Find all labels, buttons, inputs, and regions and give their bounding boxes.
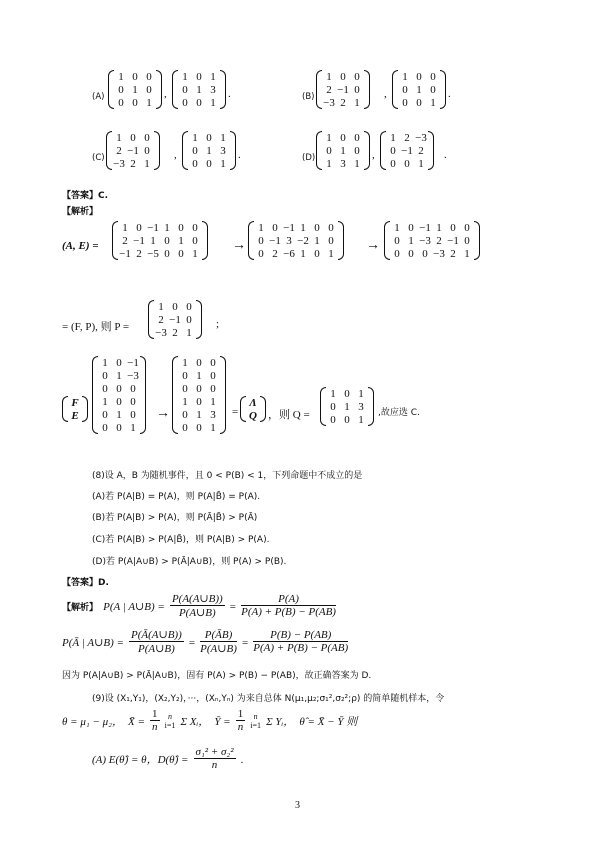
ae-m2-cell: 0 — [314, 247, 320, 260]
option-b-m1-cell: 0 — [340, 70, 346, 83]
answer-d: 【答案】D. — [62, 578, 109, 588]
option-d-m2-cell: 2 — [404, 131, 410, 144]
option-b-m1-cell: 2 — [340, 96, 346, 109]
fe-m2-cell: 1 — [196, 369, 202, 382]
option-a-m2-cell: 0 — [182, 83, 188, 96]
fe-bottom: E — [71, 409, 79, 422]
p-matrix-cell: 2 — [158, 313, 164, 326]
option-d-m1-cell: 1 — [340, 144, 346, 157]
a3-frac-2 — [200, 629, 237, 655]
a3-f2-num: P(ĀB) — [200, 629, 237, 642]
option-c-m2-cell: 0 — [206, 157, 212, 170]
option-a-m2-cell: 0 — [182, 96, 188, 109]
option-d-m2-cell: 1 — [390, 131, 396, 144]
a3-f3-num: P(B) − P(AB) — [253, 629, 348, 642]
fe-m1-cell: 1 — [116, 369, 122, 382]
fe-m1-cell: 1 — [116, 408, 122, 421]
ae-m2-cell: 1 — [314, 234, 320, 247]
option-d-label: (D) — [302, 153, 316, 163]
ae-m2-cell: 1 — [258, 221, 264, 234]
option-d-matrix-2 — [380, 131, 434, 170]
analysis-heading: 【解析】 — [62, 207, 99, 217]
ae-m1-cell: −1 — [119, 247, 131, 260]
fe-m2-cell: 0 — [196, 395, 202, 408]
ae-m2-cell: 0 — [272, 221, 278, 234]
q8-option-d: (D)若 P(A|A∪B) > P(Ā|A∪B)，则 P(A) > P(B). — [92, 557, 287, 567]
p-matrix — [148, 300, 202, 339]
q-matrix-cell: 1 — [344, 400, 350, 413]
fe-m1-cell: 0 — [130, 408, 136, 421]
fe-m1-cell: 1 — [102, 395, 108, 408]
ae-m3-cell: 2 — [436, 234, 442, 247]
fe-m2-cell: 0 — [196, 356, 202, 369]
option-a-m1-cell: 1 — [146, 96, 152, 109]
q9-opta-pre: (A) E(θ̂) = θ，D(θ̂) = — [92, 754, 189, 766]
option-a-m1-cell: 0 — [146, 83, 152, 96]
a3-f2-den: P(A∪B) — [200, 642, 237, 655]
option-c-label: (C) — [92, 153, 105, 163]
a3-f1-num: P(Ā(A∪B)) — [131, 629, 182, 641]
p-matrix-cell: −1 — [169, 313, 181, 326]
fe-m2-cell: 0 — [182, 369, 188, 382]
ae-m1-cell: 1 — [192, 247, 198, 260]
option-b-m2-cell: 1 — [402, 70, 408, 83]
ae-m1-cell: 1 — [122, 221, 128, 234]
fe-matrix-2 — [172, 356, 226, 434]
fe-m2-cell: 0 — [182, 408, 188, 421]
option-c-m2-cell: 1 — [220, 131, 226, 144]
option-d-m1-cell: 0 — [326, 144, 332, 157]
fe-m1-cell: 0 — [102, 408, 108, 421]
q-matrix-cell: 1 — [358, 413, 364, 426]
option-c-m2-cell: 0 — [192, 144, 198, 157]
fe-m2-cell: 0 — [196, 421, 202, 434]
option-d-m2-cell: 0 — [390, 157, 396, 170]
period: . — [228, 88, 231, 100]
lq-vector — [240, 396, 266, 422]
separator: , — [164, 88, 167, 100]
option-a-m2-cell: 0 — [196, 70, 202, 83]
ae-m2-cell: 2 — [272, 247, 278, 260]
fe-m2-cell: 1 — [210, 395, 216, 408]
fe-m2-cell: 0 — [210, 356, 216, 369]
ae-m3-cell: 0 — [450, 221, 456, 234]
q8-stem: (8)设 A，B 为随机事件，且 0 < P(B) < 1，下列命题中不成立的是 — [92, 471, 363, 481]
q9-sum-top-y: n — [253, 711, 258, 721]
q9-hat: θ̂ = X̄ − Ȳ 则 — [299, 716, 358, 728]
arrow-icon: → — [156, 406, 170, 421]
fe-m2-cell: 0 — [182, 382, 188, 395]
ae-m2-cell: 0 — [258, 234, 264, 247]
ae-m2-cell: 1 — [300, 247, 306, 260]
a2-frac-1 — [170, 592, 225, 619]
option-b-m2-cell: 0 — [416, 70, 422, 83]
option-d-m1-cell: 0 — [354, 131, 360, 144]
q9-sum-x: Σ Xᵢ， — [180, 716, 210, 728]
fe-matrix-1 — [92, 356, 146, 434]
option-a-m1-cell: 0 — [132, 96, 138, 109]
fe-m1-cell: 0 — [102, 369, 108, 382]
separator: , — [372, 149, 375, 161]
fe-m2-cell: 0 — [210, 382, 216, 395]
ae-label: (A, E) = — [62, 240, 99, 252]
p-matrix-cell: 0 — [172, 300, 178, 313]
option-a-matrix-1 — [108, 70, 162, 109]
option-b-m1-cell: 2 — [326, 83, 332, 96]
option-c-m1-cell: −1 — [127, 144, 139, 157]
ae-m3-cell: 0 — [408, 221, 414, 234]
ae-m1-cell: 2 — [122, 234, 128, 247]
ae-matrix-1 — [112, 221, 208, 260]
ae-m2-cell: 0 — [328, 234, 334, 247]
option-d-m1-cell: 0 — [340, 131, 346, 144]
arrow-icon: → — [232, 238, 246, 253]
q-matrix — [320, 387, 374, 426]
equals: = — [232, 406, 239, 418]
ae-matrix-2 — [248, 221, 344, 260]
ae-m3-cell: 1 — [436, 221, 442, 234]
q9-sum-top: n — [168, 711, 172, 721]
ae-m1-cell: 0 — [136, 221, 142, 234]
option-a-m2-cell: 1 — [196, 83, 202, 96]
ae-m2-cell: 1 — [328, 247, 334, 260]
option-a-m2-cell: 3 — [210, 83, 216, 96]
a2-frac-2 — [241, 593, 336, 618]
q-matrix-cell: 3 — [358, 400, 364, 413]
q9-xbar: X̄ = — [128, 716, 145, 728]
fe-m1-cell: 0 — [130, 395, 136, 408]
p-matrix-cell: 0 — [186, 313, 192, 326]
fe-m1-cell: 0 — [102, 421, 108, 434]
option-a-m2-cell: 1 — [182, 70, 188, 83]
option-b-m2-cell: 0 — [430, 70, 436, 83]
ae-m3-cell: 0 — [464, 221, 470, 234]
option-a-m2-cell: 1 — [210, 70, 216, 83]
q9-option-a: (A) E(θ̂) = θ，D(θ̂) = $\frac{\text{σ₁² + σ₂²}}{n}$ . — [92, 746, 244, 771]
option-c-m2-cell: 0 — [192, 157, 198, 170]
fe-m2-cell: 1 — [182, 356, 188, 369]
period: . — [238, 149, 241, 161]
option-a-m1-cell: 0 — [118, 83, 124, 96]
p-matrix-cell: 1 — [158, 300, 164, 313]
ae-m2-cell: −1 — [269, 234, 281, 247]
analysis2-line1: 【解析】 P(A | A∪B) = $\frac{P(A(A\cup B))}{P(A\cup B)}$ = $\frac{P(A)}{P(A) + P(B) - P(AB)}$ — [62, 593, 336, 619]
option-d-m1-cell: 1 — [326, 157, 332, 170]
p-matrix-cell: 1 — [186, 326, 192, 339]
ae-m3-cell: 0 — [394, 234, 400, 247]
option-b-m2-cell: 0 — [416, 96, 422, 109]
fe-m1-cell: 0 — [116, 395, 122, 408]
q9-frac-x — [150, 708, 160, 733]
ae-m1-cell: 0 — [192, 234, 198, 247]
a2-f2-num: P(A) — [241, 593, 336, 606]
fe-m1-cell: −1 — [127, 356, 139, 369]
option-b-m2-cell: 1 — [430, 96, 436, 109]
ae-m3-cell: 0 — [408, 247, 414, 260]
option-c-m1-cell: 0 — [144, 131, 150, 144]
a3-lhs: P(Ā | A∪B) = — [62, 637, 124, 649]
semicolon: ; — [216, 318, 220, 330]
answer-c: 【答案】C. — [62, 191, 109, 201]
option-d-m1-cell: 1 — [354, 157, 360, 170]
option-a-m1-cell: 0 — [118, 96, 124, 109]
ae-m1-cell: −1 — [147, 221, 159, 234]
q9-opta-den: n — [211, 759, 218, 771]
option-b-m2-cell: 0 — [402, 83, 408, 96]
conclusion: 因为 P(A|A∪B) > P(Ā|A∪B)，固有 P(A) > P(B) − P(AB)，故正确答案为 D. — [62, 671, 372, 681]
ae-m1-cell: 0 — [164, 234, 170, 247]
a2-lhs: P(A | A∪B) = — [103, 601, 165, 613]
option-c-m2-cell: 1 — [220, 157, 226, 170]
analysis2-line2: P(Ā | A∪B) = $\frac{P(Ā(A\cup B))}{P(A\cup B)}$ = $\frac{P(ĀB)}{P(A\cup B)}$ = $\frac{P(B) - P(AB)}{P(A) + P(B) - P(AB)}$ — [62, 628, 349, 655]
q9-frac-y — [236, 708, 246, 733]
option-c-m1-cell: −3 — [113, 157, 125, 170]
ae-m2-cell: 0 — [258, 247, 264, 260]
option-c-m1-cell: 0 — [144, 144, 150, 157]
q9-sum-x-limits — [165, 712, 176, 730]
option-c-m1-cell: 2 — [130, 157, 136, 170]
option-c-matrix-2 — [182, 131, 236, 170]
page-number: 3 — [295, 800, 300, 811]
q-matrix-cell: 1 — [330, 387, 336, 400]
a3-f3-den: P(A) + P(B) − P(AB) — [253, 642, 349, 654]
q-matrix-cell: 1 — [358, 387, 364, 400]
ae-m3-cell: 1 — [464, 247, 470, 260]
q9-n: n — [152, 721, 158, 733]
q8-option-b: (B)若 P(A|B) > P(A)，则 P(Ā|B̄) > P(Ā) — [92, 513, 258, 523]
fe-m1-cell: 0 — [116, 382, 122, 395]
option-a-label: (A) — [92, 92, 105, 102]
ae-m3-cell: 0 — [394, 247, 400, 260]
a2-f1-den: P(A∪B) — [178, 607, 216, 619]
q9-n-y: n — [237, 721, 244, 733]
option-c-m1-cell: 1 — [144, 157, 150, 170]
fe-m1-cell: −3 — [127, 369, 139, 382]
ae-m1-cell: 1 — [164, 221, 170, 234]
q9-opta-num: σ₁² + σ₂² — [195, 746, 234, 758]
option-b-m2-cell: 1 — [416, 83, 422, 96]
ae-m1-cell: 2 — [136, 247, 142, 260]
option-d-matrix-1 — [316, 131, 370, 170]
option-d-m2-cell: 0 — [390, 144, 396, 157]
ae-m1-cell: 0 — [192, 221, 198, 234]
option-b-label: (B) — [302, 92, 315, 102]
option-d-m2-cell: −3 — [415, 131, 427, 144]
fe-m1-cell: 0 — [102, 382, 108, 395]
q9-one-y: 1 — [237, 708, 244, 720]
option-c-m2-cell: 0 — [206, 131, 212, 144]
ae-m2-cell: 0 — [328, 221, 334, 234]
option-d-m2-cell: 0 — [404, 157, 410, 170]
ae-m3-cell: 2 — [450, 247, 456, 260]
q9-line2 — [62, 708, 357, 733]
fe-m1-cell: 1 — [102, 356, 108, 369]
p-matrix-cell: 0 — [186, 300, 192, 313]
option-d-m2-cell: −1 — [401, 144, 413, 157]
option-d-m2-cell: 1 — [418, 157, 424, 170]
q-matrix-cell: 0 — [330, 413, 336, 426]
q8-option-a: (A)若 P(A|B) = P(A)，则 P(A|B̄) = P(A). — [92, 492, 261, 502]
q8-option-c: (C)若 P(A|B) > P(A|B̄)，则 P(A|B) > P(A). — [92, 535, 270, 545]
q9-line1: (9)设 (X₁,Y₁)，(X₂,Y₂)，···，(Xₙ,Yₙ) 为来自总体 N(μ₁,μ₂;σ₁²,σ₂²;ρ) 的简单随机样本，令 — [92, 694, 445, 704]
fe-m1-cell: 1 — [130, 421, 136, 434]
separator: , — [384, 88, 387, 100]
option-a-m1-cell: 1 — [118, 70, 124, 83]
q9-ybar: Ȳ = — [214, 716, 231, 728]
option-c-m2-cell: 1 — [206, 144, 212, 157]
a3-frac-1 — [129, 628, 184, 655]
arrow-icon: → — [366, 238, 380, 253]
option-d-m1-cell: 3 — [340, 157, 346, 170]
ae-m3-cell: 1 — [394, 221, 400, 234]
ae-m2-cell: 0 — [314, 221, 320, 234]
p-matrix-cell: −3 — [155, 326, 167, 339]
option-d-m1-cell: 1 — [326, 131, 332, 144]
option-b-m1-cell: −3 — [323, 96, 335, 109]
q9-sum-y: Σ Yᵢ， — [266, 716, 295, 728]
option-b-m1-cell: 1 — [326, 70, 332, 83]
fe-m1-cell: 0 — [116, 356, 122, 369]
fp-text: = (F, P), 则 P = — [62, 321, 130, 333]
ae-m2-cell: 3 — [286, 234, 292, 247]
ae-m1-cell: 0 — [178, 221, 184, 234]
ae-m3-cell: −1 — [447, 234, 459, 247]
option-c-m2-cell: 1 — [192, 131, 198, 144]
fe-m1-cell: 0 — [130, 382, 136, 395]
ae-m1-cell: −1 — [133, 234, 145, 247]
q9-sum-bot-y: i=1 — [250, 720, 262, 730]
option-b-m1-cell: 0 — [354, 83, 360, 96]
ae-m2-cell: −2 — [297, 234, 309, 247]
ae-m1-cell: 0 — [164, 247, 170, 260]
ae-m1-cell: −5 — [147, 247, 159, 260]
q9-sum-bot: i=1 — [164, 720, 176, 730]
option-c-m1-cell: 2 — [116, 144, 122, 157]
ae-m3-cell: 0 — [422, 247, 428, 260]
fe-m2-cell: 1 — [196, 408, 202, 421]
ae-m1-cell: 1 — [178, 234, 184, 247]
option-a-m1-cell: 0 — [146, 70, 152, 83]
a2-f2-den: P(A) + P(B) − P(AB) — [241, 606, 336, 618]
ae-m3-cell: −1 — [419, 221, 431, 234]
option-a-m2-cell: 1 — [210, 96, 216, 109]
option-c-m1-cell: 0 — [130, 131, 136, 144]
separator: , — [174, 149, 177, 161]
fe-m2-cell: 0 — [196, 382, 202, 395]
a2-f1-num: P(A(A∪B)) — [171, 593, 223, 605]
q-matrix-cell: 0 — [330, 400, 336, 413]
option-b-m2-cell: 0 — [402, 96, 408, 109]
option-b-m1-cell: −1 — [337, 83, 349, 96]
p-matrix-cell: 2 — [172, 326, 178, 339]
choose-c: ,故应选 C. — [378, 408, 420, 418]
option-c-m1-cell: 1 — [116, 131, 122, 144]
then-q: ，则 Q = — [268, 409, 310, 421]
q9-sum-y-limits — [250, 712, 261, 730]
q-matrix-cell: 0 — [344, 413, 350, 426]
option-a-m1-cell: 0 — [132, 70, 138, 83]
ae-m3-cell: 1 — [408, 234, 414, 247]
fe-m2-cell: 3 — [210, 408, 216, 421]
option-a-m1-cell: 1 — [132, 83, 138, 96]
q-matrix-cell: 0 — [344, 387, 350, 400]
option-b-m1-cell: 1 — [354, 96, 360, 109]
option-a-m2-cell: 0 — [196, 96, 202, 109]
fe-m2-cell: 0 — [210, 369, 216, 382]
period: . — [448, 88, 451, 100]
option-a-matrix-2 — [172, 70, 226, 109]
fe-m2-cell: 1 — [182, 395, 188, 408]
option-d-m2-cell: 2 — [418, 144, 424, 157]
option-b-matrix-2 — [392, 70, 446, 109]
ae-m2-cell: −6 — [283, 247, 295, 260]
option-b-m2-cell: 0 — [430, 83, 436, 96]
fe-vector — [62, 396, 88, 422]
option-d-m1-cell: 0 — [354, 144, 360, 157]
q9-opta-frac — [194, 746, 236, 771]
lq-bottom: Q — [249, 409, 257, 422]
lq-top: Λ — [249, 396, 257, 409]
ae-m2-cell: −1 — [283, 221, 295, 234]
fe-m2-cell: 0 — [182, 421, 188, 434]
option-b-matrix-1 — [316, 70, 370, 109]
q9-one: 1 — [152, 708, 158, 720]
ae-m3-cell: 0 — [464, 234, 470, 247]
a3-f1-den: P(A∪B) — [138, 643, 175, 655]
fe-m2-cell: 1 — [210, 421, 216, 434]
ae-m3-cell: −3 — [433, 247, 445, 260]
q9-theta: θ = μ₁ − μ₂， — [62, 716, 123, 728]
ae-m3-cell: −3 — [419, 234, 431, 247]
option-c-m2-cell: 3 — [220, 144, 226, 157]
a3-frac-3 — [253, 629, 348, 654]
ae-m2-cell: 1 — [300, 221, 306, 234]
ae-m1-cell: 0 — [178, 247, 184, 260]
period: . — [444, 149, 447, 161]
ae-matrix-3 — [384, 221, 480, 260]
option-c-matrix-1 — [106, 131, 160, 170]
fe-top: F — [71, 396, 79, 409]
option-b-m1-cell: 0 — [354, 70, 360, 83]
ae-m1-cell: 1 — [150, 234, 156, 247]
analysis2-heading: 【解析】 — [62, 603, 99, 613]
fe-m1-cell: 0 — [116, 421, 122, 434]
